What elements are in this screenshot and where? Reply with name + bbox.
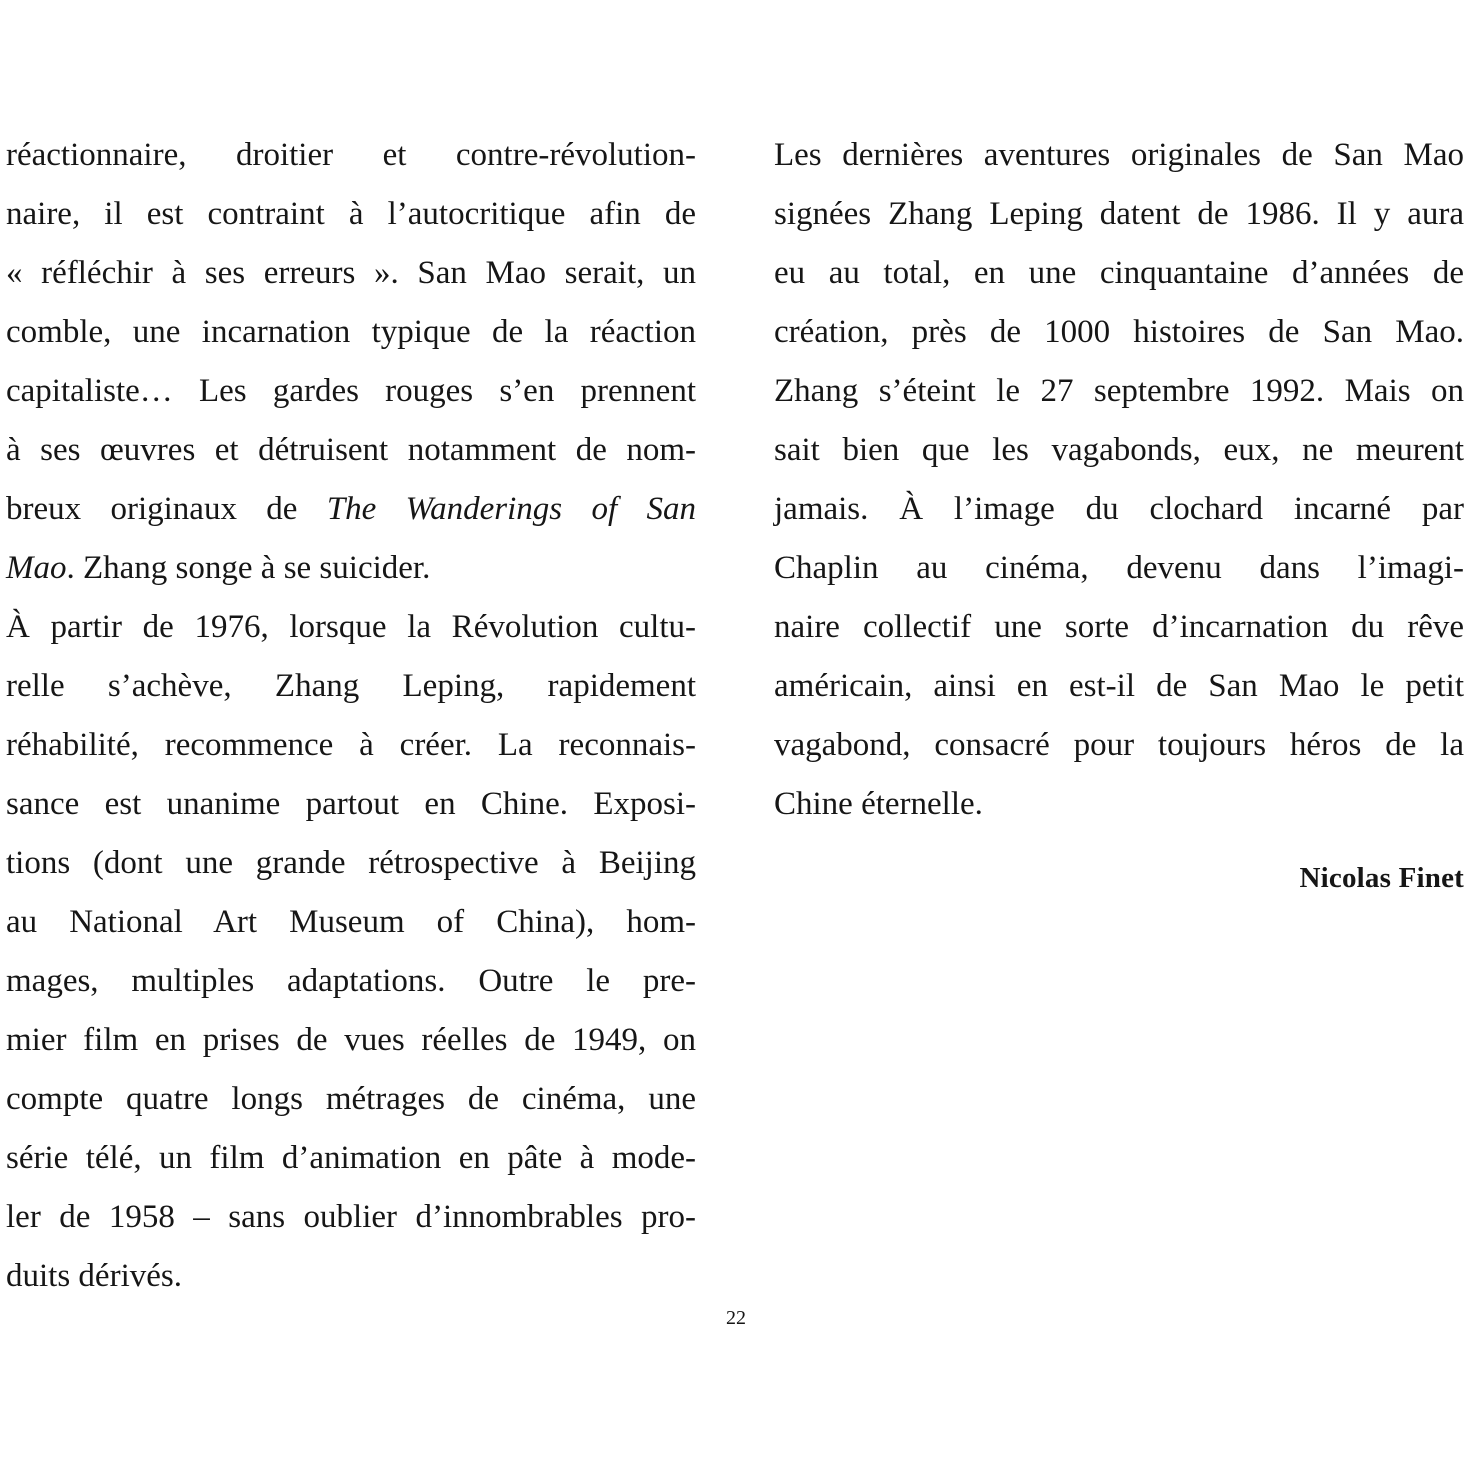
text-line: comble, une incarnation typique de la réaction <box>6 314 696 350</box>
text-line: américain, ainsi en est-il de San Mao le petit <box>774 668 1464 704</box>
text-line: sance est unanime partout en Chine. Exposi- <box>6 786 696 822</box>
author-signature: Nicolas Finet <box>1299 862 1464 894</box>
text-line: Chine éternelle. <box>774 786 983 822</box>
text-line: au National Art Museum of China), hom- <box>6 904 696 940</box>
text-fragment: . Zhang songe à se suicider. <box>66 550 431 586</box>
text-line: À partir de 1976, lorsque la Révolution cultu- <box>6 609 696 645</box>
text-fragment: breux originaux de <box>6 491 327 527</box>
text-line: Chaplin au cinéma, devenu dans l’imagi- <box>774 550 1464 586</box>
text-line: tions (dont une grande rétrospective à Beijing <box>6 845 696 881</box>
text-line: réhabilité, recommence à créer. La reconnais- <box>6 727 696 763</box>
text-line: sait bien que les vagabonds, eux, ne meurent <box>774 432 1464 468</box>
text-line: naire, il est contraint à l’autocritique afin de <box>6 196 696 232</box>
text-line: création, près de 1000 histoires de San Mao. <box>774 314 1464 350</box>
text-line-with-title <box>6 539 696 598</box>
text-line: série télé, un film d’animation en pâte à mode- <box>6 1140 696 1176</box>
right-text-column <box>774 126 1464 834</box>
text-line: capitaliste… Les gardes rouges s’en prennent <box>6 373 696 409</box>
text-line: ler de 1958 – sans oublier d’innombrables pro- <box>6 1199 696 1235</box>
italic-work-title: Mao <box>6 550 67 586</box>
text-line: eu au total, en une cinquantaine d’années de <box>774 255 1464 291</box>
text-line: réactionnaire, droitier et contre-révolution- <box>6 137 696 173</box>
text-line: relle s’achève, Zhang Leping, rapidement <box>6 668 696 704</box>
left-text-column <box>6 126 696 1306</box>
text-line: naire collectif une sorte d’incarnation du rêve <box>774 609 1464 645</box>
text-line: Les dernières aventures originales de San Mao <box>774 137 1464 173</box>
text-line: mier film en prises de vues réelles de 1949, on <box>6 1022 696 1058</box>
text-line: « réfléchir à ses erreurs ». San Mao serait, un <box>6 255 696 291</box>
page-number: 22 <box>726 1307 746 1329</box>
text-line: mages, multiples adaptations. Outre le pre- <box>6 963 696 999</box>
text-line: compte quatre longs métrages de cinéma, une <box>6 1081 696 1117</box>
text-line: jamais. À l’image du clochard incarné par <box>774 491 1464 527</box>
text-line: vagabond, consacré pour toujours héros de la <box>774 727 1464 763</box>
text-line: signées Zhang Leping datent de 1986. Il y aura <box>774 196 1464 232</box>
text-line: duits dérivés. <box>6 1258 182 1294</box>
text-line: Zhang s’éteint le 27 septembre 1992. Mais on <box>774 373 1464 409</box>
text-line: à ses œuvres et détruisent notamment de nom- <box>6 432 696 468</box>
text-line-with-title <box>6 480 696 539</box>
italic-work-title: The Wanderings of San <box>326 491 696 527</box>
